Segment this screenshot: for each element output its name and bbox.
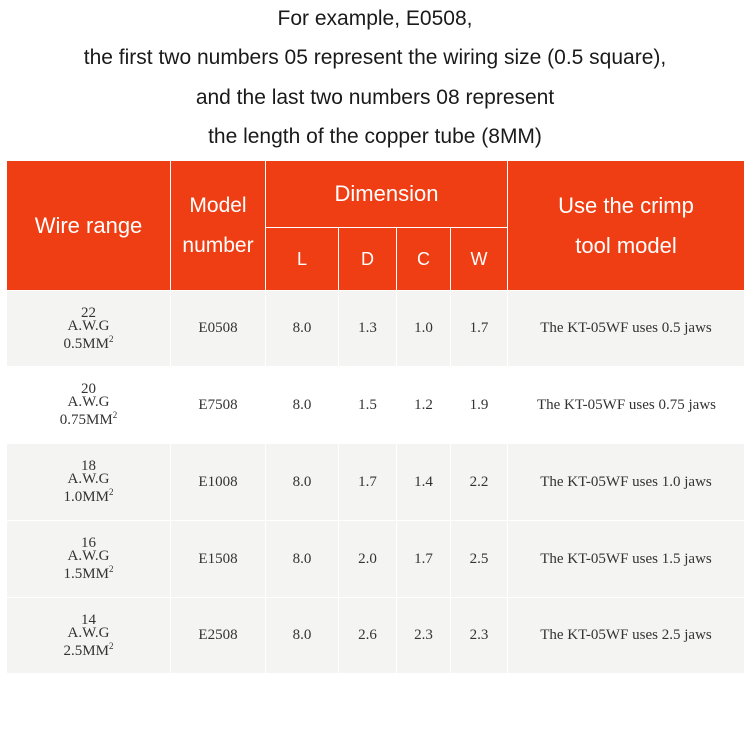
crimp-tool-cell: The KT-05WF uses 2.5 jaws [508,598,745,674]
header-dim-c: C [397,228,451,291]
awg-label: A.W.G [67,471,110,487]
crimp-tool-cell: The KT-05WF uses 1.0 jaws [508,444,745,521]
square-superscript: 2 [108,564,114,574]
crimp-tool-cell: The KT-05WF uses 0.5 jaws [508,291,745,367]
square-superscript: 2 [112,410,118,420]
awg-label: A.W.G [67,317,110,334]
dim-d-cell: 1.3 [339,291,397,367]
table-row [7,521,745,598]
dim-c-cell: 1.4 [397,444,451,521]
table-row [7,291,745,367]
awg-label: A.W.G [67,394,110,410]
model-cell: E0508 [171,291,266,367]
mm-value: 1.0MM [63,489,109,505]
dim-l-cell: 8.0 [266,367,339,444]
mm-size [7,333,170,351]
header-wire-range: Wire range [7,161,171,291]
model-cell: E1008 [171,444,266,521]
table-row [7,367,745,444]
intro-line-1: For example, E0508, [277,7,473,30]
dim-l-cell: 8.0 [266,444,339,521]
awg-number: 16 [81,535,96,551]
dim-l-cell: 8.0 [266,521,339,598]
dim-w-cell: 1.7 [451,291,508,367]
header-dim-d: D [339,228,397,291]
header-crimp-tool [508,161,745,291]
mm-value: 0.75MM [59,412,113,428]
crimp-tool-cell: The KT-05WF uses 0.75 jaws [508,367,745,444]
dim-d-cell: 1.5 [339,367,397,444]
header-dimension: Dimension [266,161,508,228]
dim-c-cell: 2.3 [397,598,451,674]
dim-c-cell: 1.7 [397,521,451,598]
header-use-line1: Use the crimp [558,192,694,218]
dim-l-cell: 8.0 [266,598,339,674]
wire-range-cell [7,291,171,367]
mm-value: 1.5MM [63,566,109,582]
header-use-line2: tool model [575,232,677,258]
header-dim-l: L [266,228,339,291]
awg-label: A.W.G [67,624,110,641]
header-model-line2: number [182,233,254,257]
model-cell: E1508 [171,521,266,598]
crimp-tool-cell: The KT-05WF uses 1.5 jaws [508,521,745,598]
model-cell: E2508 [171,598,266,674]
mm-value: 0.5MM [63,335,109,352]
table-row [7,444,745,521]
dim-w-cell: 2.2 [451,444,508,521]
mm-size [7,486,170,504]
wire-range-cell [7,367,171,444]
square-superscript: 2 [108,333,114,344]
awg-label: A.W.G [67,548,110,564]
wire-range-cell [7,521,171,598]
mm-size [7,640,170,658]
intro-line-3: and the last two numbers 08 represent [195,86,555,109]
wire-range-cell [7,598,171,674]
awg-number: 18 [81,458,96,474]
table-row [7,598,745,674]
square-superscript: 2 [108,640,114,651]
dim-c-cell: 1.0 [397,291,451,367]
awg-number: 22 [81,304,96,321]
dim-d-cell: 1.7 [339,444,397,521]
dim-c-cell: 1.2 [397,367,451,444]
header-model-number [171,161,266,291]
square-superscript: 2 [108,487,114,497]
dim-d-cell: 2.6 [339,598,397,674]
mm-size [7,409,170,427]
awg-number: 20 [81,381,96,397]
dim-d-cell: 2.0 [339,521,397,598]
wire-range-cell [7,444,171,521]
mm-value: 2.5MM [63,642,109,659]
dim-l-cell: 8.0 [266,291,339,367]
spec-table [6,160,745,674]
intro-line-2: the first two numbers 05 represent the wiring size (0.5 square), [83,46,667,69]
dim-w-cell: 2.3 [451,598,508,674]
mm-size [7,563,170,581]
awg-number: 14 [81,611,96,628]
intro-line-4: the length of the copper tube (8MM) [208,125,542,148]
dim-w-cell: 2.5 [451,521,508,598]
header-model-line1: Model [189,193,247,217]
header-dim-w: W [451,228,508,291]
model-cell: E7508 [171,367,266,444]
dim-w-cell: 1.9 [451,367,508,444]
